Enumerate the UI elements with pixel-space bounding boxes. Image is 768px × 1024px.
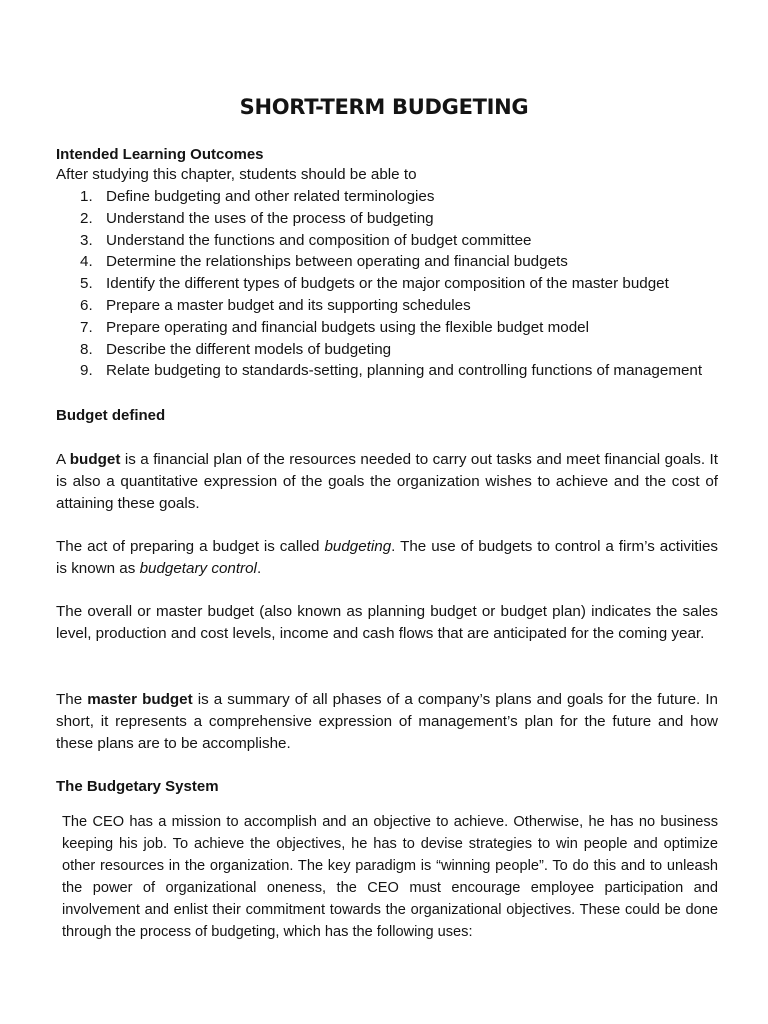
term-budgetary-control: budgetary control <box>139 560 257 577</box>
list-text: Determine the relationships between operating and financial budgets <box>106 253 568 271</box>
list-number: 3. <box>80 231 93 249</box>
text-run: is a summary of all phases of a company’s plans and goals for the future. In short, it represents a comprehensive expression of management’s plan for the future and how these plans are to be accomplishe. <box>56 691 718 752</box>
list-text: Prepare operating and financial budgets using the flexible budget model <box>106 318 589 336</box>
list-item <box>56 251 702 273</box>
list-item <box>56 339 702 361</box>
list-item <box>56 273 702 295</box>
term-master-budget: master budget <box>87 691 193 708</box>
text-run: . The use of budgets to control a firm’s activities is known as <box>56 538 718 577</box>
list-item <box>56 295 702 317</box>
list-number: 9. <box>80 362 93 380</box>
list-number: 1. <box>80 188 93 205</box>
list-item <box>56 360 702 382</box>
list-number: 4. <box>80 253 93 271</box>
list-text: Identify the different types of budgets or the major composition of the master budget <box>106 275 669 293</box>
budget-definition-paragraph <box>56 449 718 515</box>
outcomes-list <box>56 186 702 382</box>
text-run: The <box>56 691 88 708</box>
list-text: Understand the uses of the process of budgeting <box>106 209 434 227</box>
list-text: Define budgeting and other related terminologies <box>106 188 435 205</box>
list-text: Relate budgeting to standards-setting, planning and controlling functions of management <box>106 362 703 380</box>
list-text: Understand the functions and composition of budget committee <box>106 231 532 249</box>
list-item <box>56 230 702 252</box>
text-run: . <box>256 560 262 577</box>
text-run: is a financial plan of the resources needed to carry out tasks and meet financial goals. It is also a quantitative expression of the goals the organization wishes to achieve and the cost of attaining these goals. <box>56 451 718 512</box>
list-item <box>56 317 702 339</box>
budgeting-paragraph <box>56 536 718 580</box>
list-text: Describe the different models of budgeting <box>106 340 392 358</box>
list-text: Prepare a master budget and its supporting schedules <box>106 296 471 314</box>
document-title: SHORT-TERM BUDGETING <box>239 95 529 119</box>
list-number: 2. <box>80 209 93 227</box>
list-number: 7. <box>80 318 93 336</box>
outcomes-intro: After studying this chapter, students should be able to <box>56 166 417 183</box>
budgetary-system-paragraph: The CEO has a mission to accomplish and an objective to achieve. Otherwise, he has no business keeping his job. To achieve the objectives, he has to devise strategies to win people and optimize other resources in the organization. The key paradigm is “winning people”. To do this and to unleash the power of organizational oneness, the CEO must encourage employee participation and involvement and enlist their commitment towards the organizational objectives. These could be done through the process of budgeting, which has the following uses: <box>62 814 718 940</box>
list-number: 5. <box>80 275 93 293</box>
list-number: 6. <box>80 296 93 314</box>
text-run: The act of preparing a budget is called <box>56 538 325 555</box>
list-item <box>56 186 702 208</box>
budgetary-system-heading: The Budgetary System <box>56 778 219 795</box>
outcomes-heading: Intended Learning Outcomes <box>56 146 264 163</box>
master-budget-overview-paragraph: The overall or master budget (also known as planning budget or budget plan) indicates the sales level, production and cost levels, income and cash flows that are anticipated for the coming year. <box>56 603 718 642</box>
term-budgeting: budgeting <box>324 538 392 555</box>
list-item <box>56 208 702 230</box>
budget-defined-heading: Budget defined <box>56 407 166 424</box>
master-budget-paragraph <box>56 689 718 755</box>
list-number: 8. <box>80 340 93 358</box>
term-budget: budget <box>69 451 121 468</box>
text-run: A <box>56 451 70 468</box>
